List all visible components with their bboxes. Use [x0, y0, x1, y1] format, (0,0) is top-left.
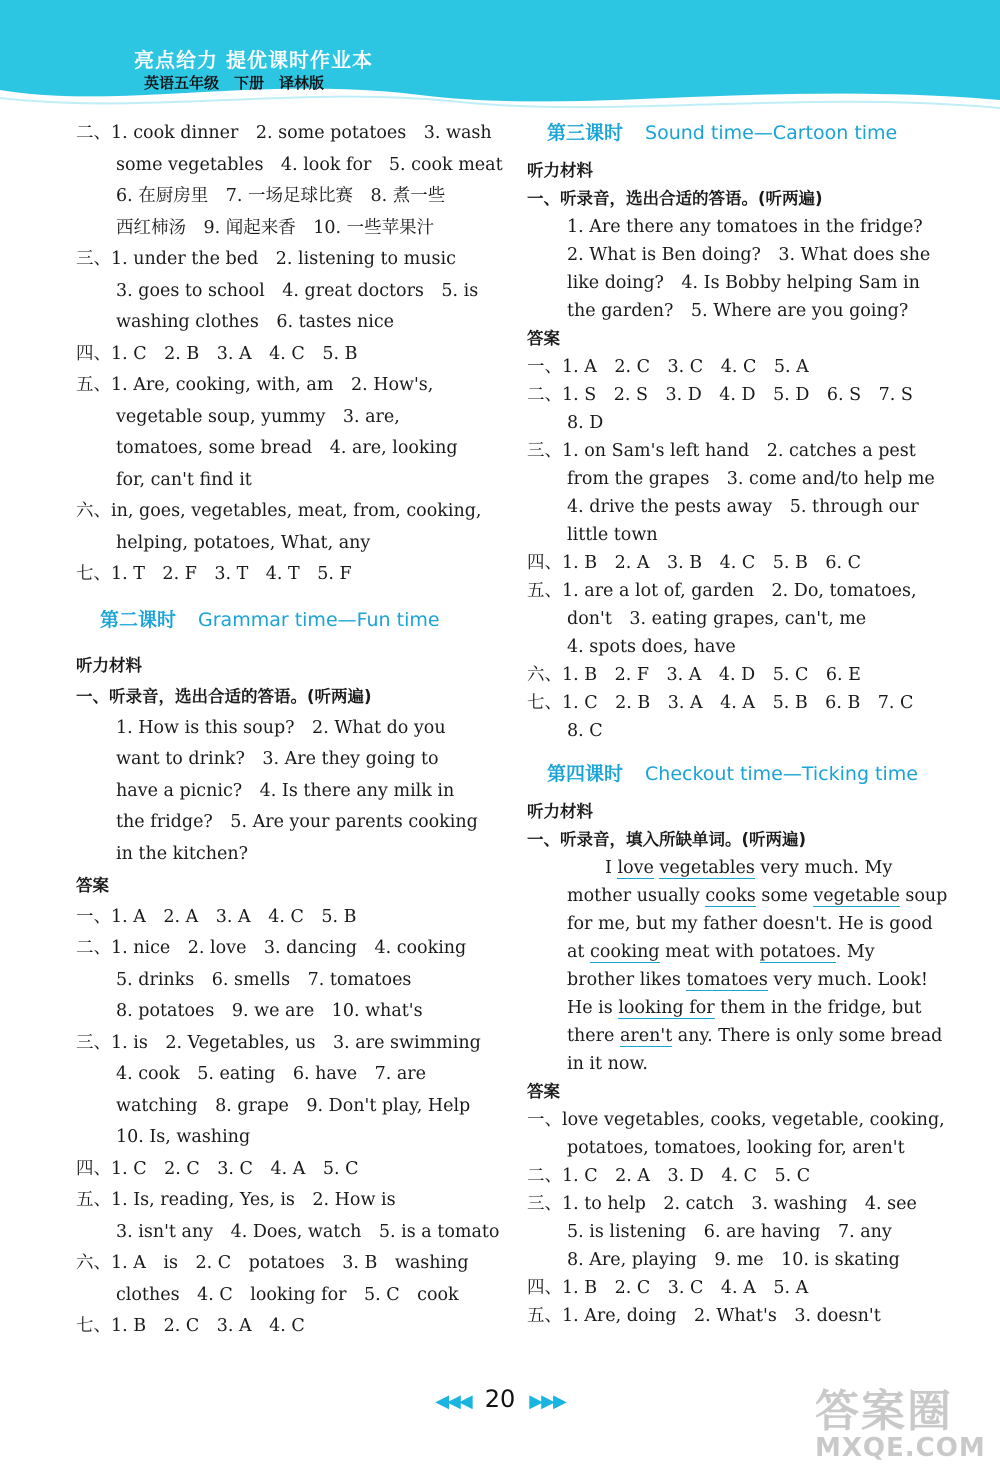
answer-line: 一、1. A 2. A 3. A 4. C 5. B [76, 906, 357, 927]
right-column [527, 118, 948, 1330]
lesson3-content [527, 157, 937, 745]
passage-line: He is looking for them in the fridge, but [567, 998, 922, 1018]
watermark-url: MXQE.COM [815, 1433, 986, 1463]
passage-line: mother usually cooks some vegetable soup [567, 886, 948, 906]
answer-line: have a picnic? 4. Is there any milk in [116, 780, 455, 801]
answer-line: 8. C [567, 721, 603, 741]
answer-line: 四、1. B 2. A 3. B 4. C 5. B 6. C [527, 553, 862, 573]
lesson4-title-cn: 第四课时 [547, 763, 624, 785]
watermark [815, 1375, 995, 1465]
answer-line: 七、1. C 2. B 3. A 4. A 5. B 6. B 7. C [527, 693, 914, 713]
passage-line: in it now. [567, 1054, 648, 1074]
answer-line: 三、1. under the bed 2. listening to music [76, 249, 456, 269]
answer-line: tomatoes, some bread 4. are, looking [116, 438, 458, 458]
answer-line: 二、1. S 2. S 3. D 4. D 5. D 6. S 7. S [527, 385, 913, 405]
answer-line: the fridge? 5. Are your parents cooking [116, 812, 478, 832]
section-heading: 听力材料 [527, 161, 593, 180]
answer-line: 2. What is Ben doing? 3. What does she [567, 245, 931, 265]
answer-line: 4. cook 5. eating 6. have 7. are [116, 1064, 427, 1084]
answer-line: vegetable soup, yummy 3. are, [116, 406, 400, 427]
answer-line: 西红柿汤 9. 闻起来香 10. 一些苹果汁 [116, 217, 435, 238]
section-heading: 一、听录音，选出合适的答语。(听两遍) [527, 189, 823, 208]
answer-line: 四、1. C 2. B 3. A 4. C 5. B [76, 343, 358, 364]
answer-line: 二、1. cook dinner 2. some potatoes 3. wash [76, 123, 492, 143]
book-subtitle: 英语五年级 下册 译林版 [144, 74, 325, 92]
page-number: 20 [484, 1385, 516, 1413]
answer-line: 五、1. are a lot of, garden 2. Do, tomatoes, [527, 581, 917, 601]
answer-line: 4. spots does, have [567, 637, 736, 657]
cloze-passage [527, 854, 948, 1078]
answer-line: 8. Are, playing 9. me 10. is skating [567, 1250, 900, 1270]
lesson4-title [547, 759, 937, 786]
answer-line: for, can't find it [116, 469, 252, 490]
section-heading: 一、听录音，填入所缺单词。(听两遍) [527, 830, 807, 849]
answer-line: 8. D [567, 413, 604, 433]
book-title: 亮点给力 提优课时作业本 [134, 48, 373, 72]
passage-line: brother likes tomatoes very much. Look! [567, 970, 928, 990]
answer-line: like doing? 4. Is Bobby helping Sam in [567, 273, 920, 293]
answer-line: potatoes, tomatoes, looking for, aren't [567, 1138, 905, 1158]
answer-line: 六、1. B 2. F 3. A 4. D 5. C 6. E [527, 665, 861, 685]
answer-line: washing clothes 6. tastes nice [116, 312, 395, 332]
section-heading: 听力材料 [527, 802, 593, 821]
watermark-logo: 答案圈 [815, 1386, 953, 1437]
answer-line: 三、1. is 2. Vegetables, us 3. are swimming [76, 1032, 481, 1053]
blank-answer: love [617, 858, 654, 878]
next-arrows-icon: ▶▶▶ [529, 1391, 565, 1412]
section-heading: 听力材料 [76, 655, 142, 675]
prev-arrows-icon: ◀◀◀ [435, 1391, 471, 1412]
blank-answer: potatoes [759, 942, 836, 962]
passage-line: at cooking meat with potatoes. My [567, 942, 875, 962]
lesson3-title [547, 118, 937, 145]
answer-line: 三、1. on Sam's left hand 2. catches a pest [527, 441, 916, 461]
left-column [76, 118, 503, 1343]
answer-line: 三、1. to help 2. catch 3. washing 4. see [527, 1194, 917, 1214]
lesson3-title-en: Sound time—Cartoon time [645, 122, 898, 144]
section-heading: 答案 [527, 1082, 560, 1101]
blank-answer: aren't [619, 1026, 673, 1046]
lesson3-title-cn: 第三课时 [547, 122, 624, 144]
answer-line: don't 3. eating grapes, can't, me [567, 609, 867, 629]
section-heading: 答案 [76, 876, 109, 895]
passage-line: I love vegetables very much. My [605, 858, 893, 878]
blank-answer: vegetables [659, 858, 755, 878]
answer-line: in the kitchen? [116, 843, 248, 864]
answer-line: 四、1. B 2. C 3. C 4. A 5. A [527, 1278, 809, 1298]
section-heading: 一、听录音，选出合适的答语。(听两遍) [76, 687, 372, 706]
answer-line: 六、1. A is 2. C potatoes 3. B washing [76, 1253, 469, 1273]
blank-answer: looking for [618, 998, 715, 1018]
answer-line: 五、1. Are, doing 2. What's 3. doesn't [527, 1306, 881, 1326]
lesson1-answers [76, 118, 503, 591]
answer-line: 1. How is this soup? 2. What do you [116, 717, 446, 738]
passage-line: for me, but my father doesn't. He is good [567, 914, 933, 934]
answer-line: 五、1. Are, cooking, with, am 2. How's, [76, 375, 434, 395]
lesson2-title [100, 605, 488, 632]
answer-line: watching 8. grape 9. Don't play, Help [116, 1095, 471, 1116]
answer-line: helping, potatoes, What, any [116, 532, 371, 553]
lesson4-answers [527, 1078, 945, 1330]
lesson4-listening-head [527, 798, 937, 854]
page-header [0, 0, 1000, 112]
lesson2-title-en: Grammar time—Fun time [198, 608, 440, 631]
answer-line: 四、1. C 2. C 3. C 4. A 5. C [76, 1158, 359, 1179]
lesson2-title-cn: 第二课时 [100, 608, 177, 631]
answer-line: want to drink? 3. Are they going to [116, 749, 439, 769]
answer-line: 二、1. nice 2. love 3. dancing 4. cooking [76, 938, 467, 958]
answer-line: some vegetables 4. look for 5. cook meat [116, 154, 503, 175]
answer-line: 1. Are there any tomatoes in the fridge? [567, 217, 923, 237]
answer-line: 3. isn't any 4. Does, watch 5. is a tomato [116, 1221, 500, 1242]
answer-line: 二、1. C 2. A 3. D 4. C 5. C [527, 1166, 811, 1186]
blank-answer: cooks [705, 886, 756, 906]
answer-line: 4. drive the pests away 5. through our [567, 497, 919, 517]
answer-line: 一、love vegetables, cooks, vegetable, cooking, [527, 1110, 945, 1130]
section-heading: 答案 [527, 329, 560, 348]
answer-line: 六、in, goes, vegetables, meat, from, cooking, [76, 501, 482, 521]
answer-line: little town [567, 525, 658, 545]
answer-line: 6. 在厨房里 7. 一场足球比赛 8. 煮一些 [116, 186, 446, 206]
answer-line: 10. Is, washing [116, 1127, 251, 1147]
answer-line: 3. goes to school 4. great doctors 5. is [116, 280, 479, 301]
passage-line: there aren't any. There is only some bread [567, 1026, 943, 1046]
answer-line: from the grapes 3. come and/to help me [567, 469, 935, 489]
answer-line: 8. potatoes 9. we are 10. what's [116, 1001, 423, 1021]
answer-line: the garden? 5. Where are you going? [567, 301, 909, 321]
blank-answer: cooking [590, 942, 660, 962]
answer-line: 七、1. T 2. F 3. T 4. T 5. F [76, 564, 352, 584]
answer-line: 一、1. A 2. C 3. C 4. C 5. A [527, 357, 809, 377]
lesson2-content [76, 650, 500, 1343]
blank-answer: tomatoes [686, 970, 768, 990]
answer-line: 五、1. Is, reading, Yes, is 2. How is [76, 1190, 396, 1210]
lesson4-title-en: Checkout time—Ticking time [645, 763, 918, 785]
answer-line: clothes 4. C looking for 5. C cook [116, 1284, 459, 1305]
answer-line: 5. is listening 6. are having 7. any [567, 1222, 892, 1242]
blank-answer: vegetable [813, 886, 900, 906]
answer-line: 七、1. B 2. C 3. A 4. C [76, 1316, 305, 1336]
answer-line: 5. drinks 6. smells 7. tomatoes [116, 969, 412, 990]
